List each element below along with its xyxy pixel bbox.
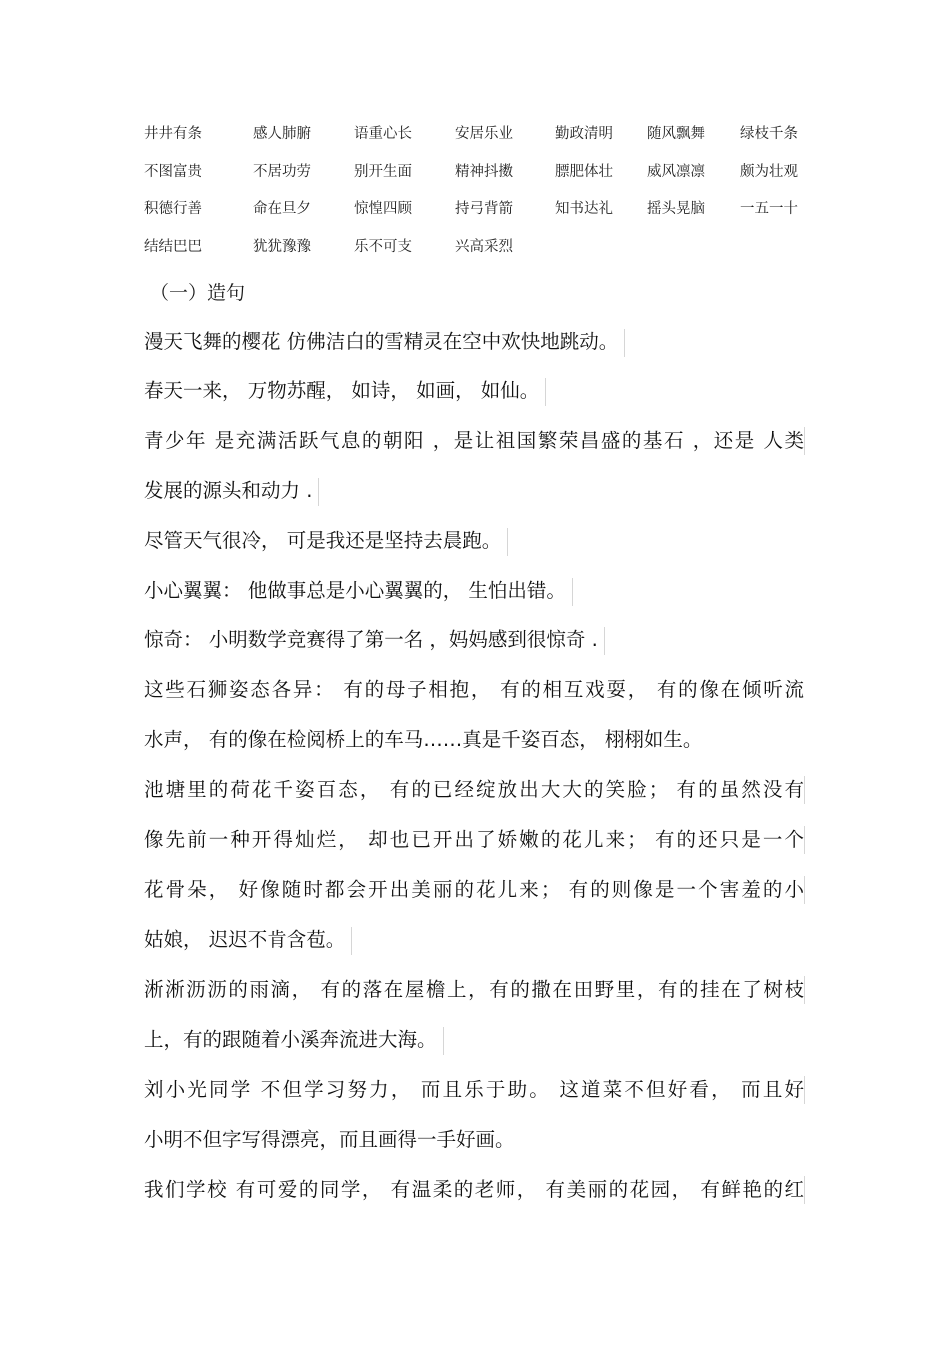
idiom-word: 感人肺腑 <box>253 126 311 142</box>
sentence-line: 池塘里的荷花千姿百态， 有的已经绽放出大大的笑脸； 有的虽然没有 <box>144 778 804 801</box>
sentence-line <box>144 525 508 557</box>
sentence-line: 花骨朵， 好像随时都会开出美丽的花儿来； 有的则像是一个害羞的小 <box>144 878 804 901</box>
idiom-word: 别开生面 <box>354 164 412 180</box>
line-marker <box>804 776 805 804</box>
idiom-word: 不图富贵 <box>144 164 202 180</box>
sentence-text: 小明不但字写得漂亮，而且画得一手好画。 <box>144 1128 515 1151</box>
idiom-row <box>0 160 950 184</box>
sentence-line: 这些石狮姿态各异： 有的母子相抱， 有的相互戏耍， 有的像在倾听流 <box>144 678 804 701</box>
line-marker <box>804 976 805 1004</box>
sentence-line: 我们学校 有可爱的同学， 有温柔的老师， 有美丽的花园， 有鲜艳的红 <box>144 1178 804 1201</box>
sentence-text: 上，有的跟随着小溪奔流进大海。 <box>144 1028 437 1051</box>
line-marker <box>804 876 805 904</box>
sentence-text: 春天一来， 万物苏醒， 如诗， 如画， 如仙。 <box>144 379 540 402</box>
sentence-text: 小心翼翼： 他做事总是小心翼翼的， 生怕出错。 <box>144 579 566 602</box>
sentence-text: 姑娘， 迟迟不肯含苞。 <box>144 928 346 951</box>
idiom-word: 兴高采烈 <box>455 239 513 255</box>
sentence-text: 惊奇： 小明数学竞赛得了第一名 ，妈妈感到很惊奇 . <box>144 628 598 651</box>
sentence-line: 青少年 是充满活跃气息的朝阳 ，是让祖国繁荣昌盛的基石 ，还是 人类 <box>144 429 804 452</box>
sentence-line <box>144 624 605 656</box>
idiom-word: 不居功劳 <box>253 164 311 180</box>
sentence-line <box>144 924 352 956</box>
idiom-word: 膘肥体壮 <box>555 164 613 180</box>
line-marker <box>804 826 805 854</box>
sentence-line <box>144 326 625 358</box>
line-marker <box>804 427 805 455</box>
idiom-word: 一五一十 <box>740 201 798 217</box>
line-marker <box>318 478 319 506</box>
idiom-word: 命在旦夕 <box>253 201 311 217</box>
idiom-word: 知书达礼 <box>555 201 613 217</box>
idiom-word: 勤政清明 <box>555 126 613 142</box>
section-title: （一）造句 <box>150 282 246 304</box>
sentence-text: 漫天飞舞的樱花 仿佛洁白的雪精灵在空中欢快地跳动。 <box>144 330 619 353</box>
line-marker <box>804 1176 805 1204</box>
line-marker <box>624 329 625 357</box>
line-marker <box>804 1076 805 1104</box>
sentence-line <box>144 375 546 407</box>
sentence-line <box>144 475 319 507</box>
idiom-word: 威风凛凛 <box>647 164 705 180</box>
sentence-line: 像先前一种开得灿烂， 却也已开出了娇嫩的花儿来； 有的还只是一个 <box>144 828 804 851</box>
idiom-word: 随风飘舞 <box>647 126 705 142</box>
line-marker <box>604 627 605 655</box>
idiom-word: 乐不可支 <box>354 239 412 255</box>
idiom-word: 颇为壮观 <box>740 164 798 180</box>
sentence-line <box>144 724 702 756</box>
idiom-row <box>0 122 950 146</box>
idiom-row <box>0 235 950 259</box>
sentence-line <box>144 1024 444 1056</box>
sentence-text: 水声， 有的像在检阅桥上的车马……真是千姿百态， 栩栩如生。 <box>144 728 703 751</box>
idiom-word: 井井有条 <box>144 126 202 142</box>
line-marker <box>545 378 546 406</box>
sentence-text: 尽管天气很冷， 可是我还是坚持去晨跑。 <box>144 529 502 552</box>
idiom-word: 持弓背箭 <box>455 201 513 217</box>
sentence-line <box>144 1124 515 1156</box>
sentence-line: 淅淅沥沥的雨滴， 有的落在屋檐上，有的撒在田野里，有的挂在了树枝 <box>144 978 804 1001</box>
line-marker <box>507 528 508 556</box>
line-marker <box>351 927 352 955</box>
idiom-row <box>0 197 950 221</box>
idiom-word: 语重心长 <box>354 126 412 142</box>
idiom-word: 安居乐业 <box>455 126 513 142</box>
line-marker <box>572 578 573 606</box>
idiom-word: 绿枝千条 <box>740 126 798 142</box>
idiom-word: 犹犹豫豫 <box>253 239 311 255</box>
idiom-word: 积德行善 <box>144 201 202 217</box>
idiom-word: 惊惶四顾 <box>354 201 412 217</box>
sentence-line <box>144 575 573 607</box>
idiom-word: 结结巴巴 <box>144 239 202 255</box>
sentence-text: 发展的源头和动力 . <box>144 479 313 502</box>
idiom-word: 精神抖擞 <box>455 164 513 180</box>
line-marker <box>443 1027 444 1055</box>
idiom-word: 摇头晃脑 <box>647 201 705 217</box>
sentence-line: 刘小光同学 不但学习努力， 而且乐于助。 这道菜不但好看， 而且好 <box>144 1078 804 1101</box>
